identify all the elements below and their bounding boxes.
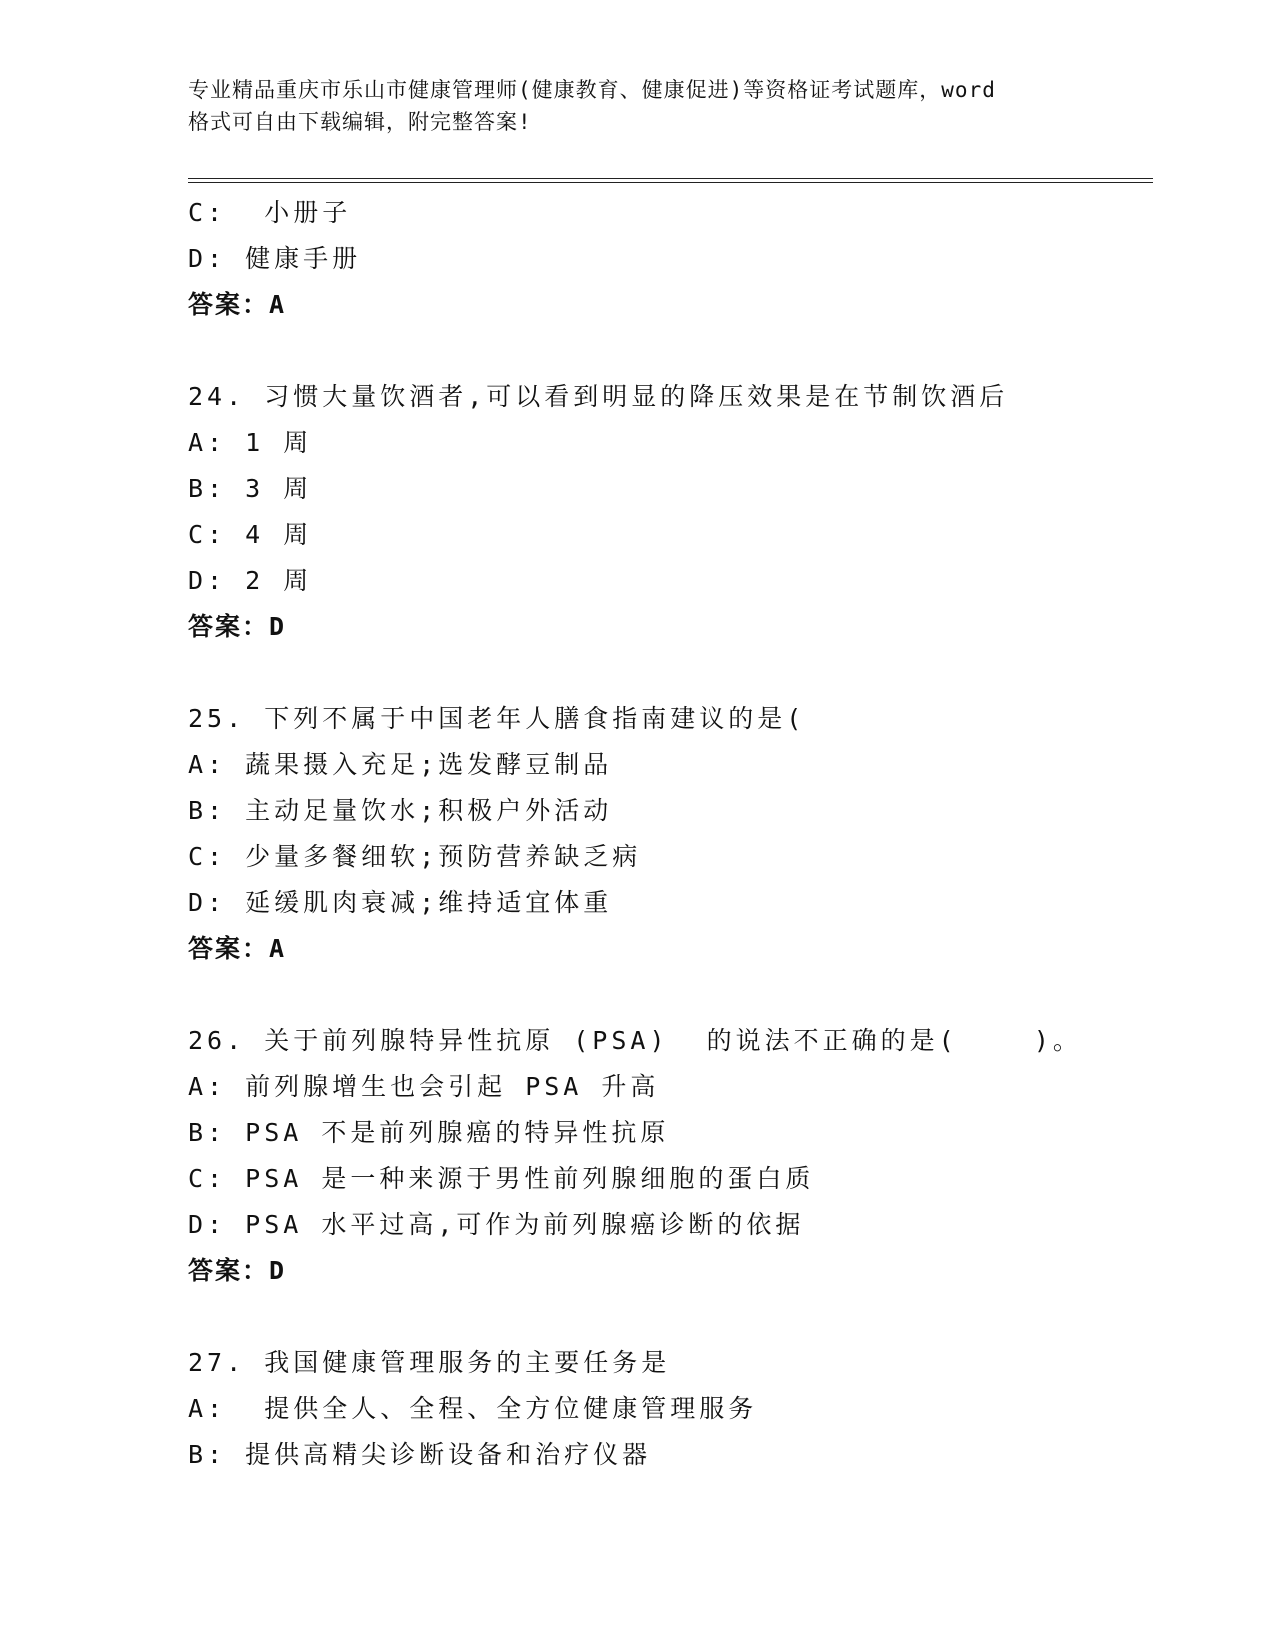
- answer-line: 答案：D: [188, 612, 287, 641]
- question-content: [188, 190, 1153, 1478]
- option-d: D: PSA 水平过高,可作为前列腺癌诊断的依据: [188, 1210, 805, 1239]
- answer-line: 答案：A: [188, 934, 287, 963]
- option-c: C: 少量多餐细软;预防营养缺乏病: [188, 842, 642, 871]
- option-a: A: 1 周: [188, 428, 313, 457]
- option-d: D: 延缓肌肉衰减;维持适宜体重: [188, 888, 613, 917]
- spacer: [188, 328, 1153, 374]
- option-b: B: PSA 不是前列腺癌的特异性抗原: [188, 1118, 670, 1147]
- option-b: B: 3 周: [188, 474, 313, 503]
- question-stem: 24. 习惯大量饮酒者,可以看到明显的降压效果是在节制饮酒后: [188, 382, 1009, 411]
- header-line-2: 格式可自由下载编辑，附完整答案!: [188, 110, 532, 134]
- answer-line: 答案：A: [188, 290, 287, 319]
- option-a: A: 蔬果摄入充足;选发酵豆制品: [188, 750, 613, 779]
- question-stem: 27. 我国健康管理服务的主要任务是: [188, 1348, 671, 1377]
- option-b: B: 主动足量饮水;积极户外活动: [188, 796, 613, 825]
- option-d: D: 2 周: [188, 566, 313, 595]
- answer-line: 答案：D: [188, 1256, 287, 1285]
- spacer: [188, 650, 1153, 696]
- question-stem: 26. 关于前列腺特异性抗原 (PSA) 的说法不正确的是( )。: [188, 1026, 1082, 1055]
- option-c: C: 小册子: [188, 198, 352, 227]
- header-line-1: 专业精品重庆市乐山市健康管理师(健康教育、健康促进)等资格证考试题库，word: [188, 78, 996, 102]
- option-b: B: 提供高精尖诊断设备和治疗仪器: [188, 1440, 652, 1469]
- spacer: [188, 972, 1153, 1018]
- option-a: A: 提供全人、全程、全方位健康管理服务: [188, 1394, 758, 1423]
- option-a: A: 前列腺增生也会引起 PSA 升高: [188, 1072, 660, 1101]
- option-c: C: 4 周: [188, 520, 313, 549]
- spacer: [188, 1294, 1153, 1340]
- question-stem: 25. 下列不属于中国老年人膳食指南建议的是(: [188, 704, 806, 733]
- header-rule-bottom: [188, 182, 1153, 183]
- document-header: [188, 74, 1088, 138]
- option-d: D: 健康手册: [188, 244, 362, 273]
- header-rule-top: [188, 178, 1153, 179]
- option-c: C: PSA 是一种来源于男性前列腺细胞的蛋白质: [188, 1164, 815, 1193]
